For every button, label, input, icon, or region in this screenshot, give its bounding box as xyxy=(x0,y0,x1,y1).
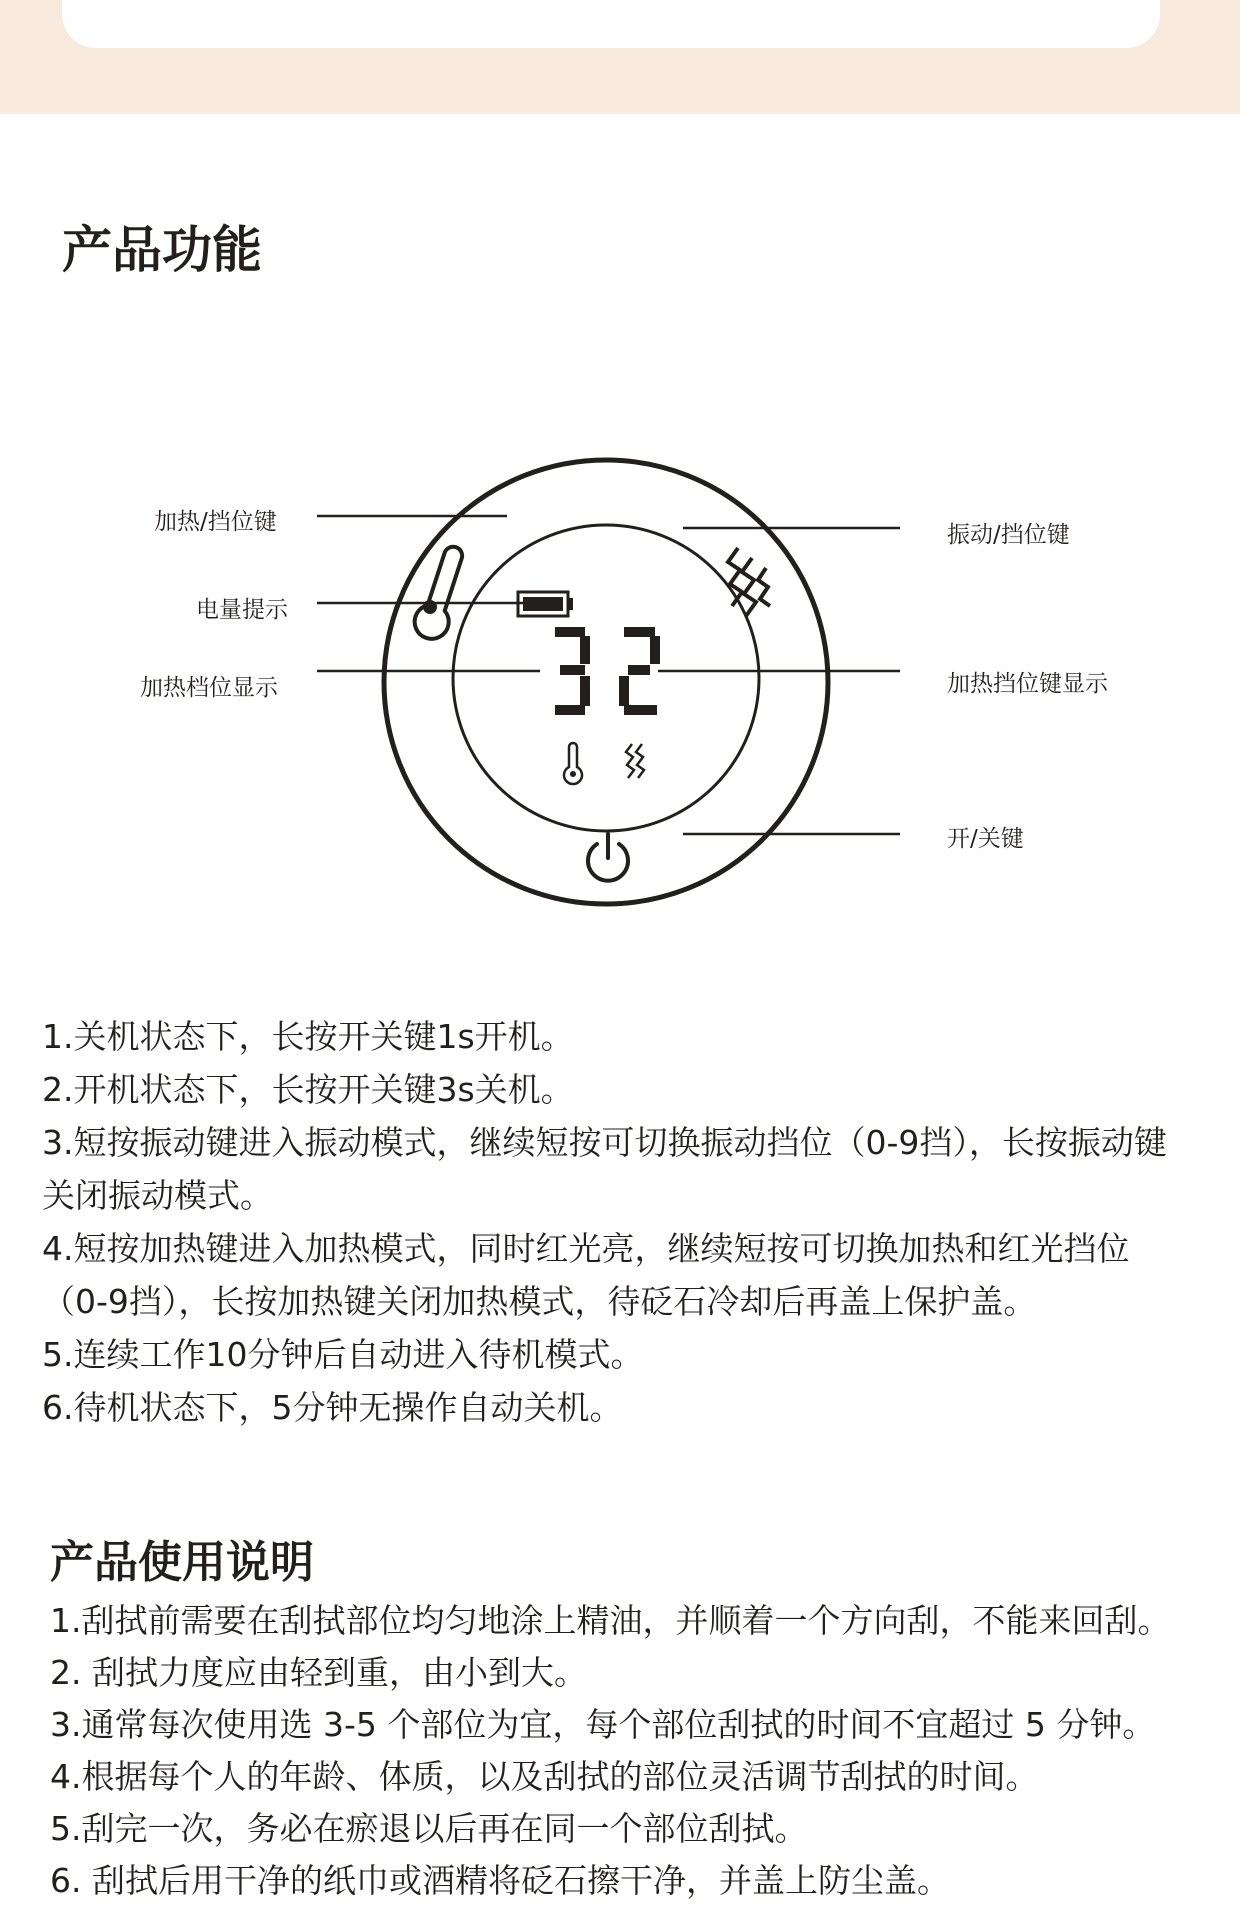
usage-item: 1.刮拭前需要在刮拭部位均匀地涂上精油，并顺着一个方向刮，不能来回刮。 xyxy=(50,1601,1171,1640)
usage-item: 4.根据每个人的年龄、体质，以及刮拭的部位灵活调节刮拭的时间。 xyxy=(50,1757,1039,1796)
features-item: 4.短按加热键进入加热模式，同时红光亮，继续短按可切换加热和红光挡位 xyxy=(42,1229,1130,1268)
small-thermometer-icon xyxy=(564,743,582,784)
leader-lines xyxy=(317,516,900,834)
power-icon xyxy=(588,834,628,881)
features-item: 关闭振动模式。 xyxy=(42,1176,273,1215)
usage-list xyxy=(50,1595,1220,1907)
usage-item: 5.刮完一次，务必在瘀退以后再在同一个部位刮拭。 xyxy=(50,1809,808,1848)
level-display-label: 加热挡位键显示 xyxy=(947,671,1108,697)
features-item: 5.连续工作10分钟后自动进入待机模式。 xyxy=(42,1335,644,1374)
battery-icon xyxy=(518,592,573,616)
vibration-key-label: 振动/挡位键 xyxy=(947,522,1070,548)
usage-title: 产品使用说明 xyxy=(50,1537,314,1588)
display-ring xyxy=(453,525,759,831)
heat-key-label: 加热/挡位键 xyxy=(154,509,277,535)
features-item: 6.待机状态下，5分钟无操作自动关机。 xyxy=(42,1388,623,1427)
display-digit-3 xyxy=(555,632,585,710)
features-item: （0-9挡），长按加热键关闭加热模式，待砭石冷却后再盖上保护盖。 xyxy=(42,1282,1037,1321)
vibration-icon xyxy=(728,548,770,616)
usage-item: 3.通常每次使用选 3-5 个部位为宜，每个部位刮拭的时间不宜超过 5 分钟。 xyxy=(50,1705,1156,1744)
features-item: 3.短按振动键进入振动模式，继续短按可切换振动挡位（0-9挡），长按振动键 xyxy=(42,1123,1167,1162)
usage-item: 2. 刮拭力度应由轻到重，由小到大。 xyxy=(50,1653,587,1692)
small-vibration-icon xyxy=(626,744,644,778)
features-item: 2.开机状态下，长按开关键3s关机。 xyxy=(42,1070,574,1109)
heat-display-label: 加热档位显示 xyxy=(140,675,278,701)
features-item: 1.关机状态下，长按开关键1s开机。 xyxy=(42,1017,574,1056)
display-digit-2 xyxy=(624,632,657,710)
top-banner xyxy=(0,0,1240,114)
device-diagram xyxy=(0,440,1240,920)
battery-label: 电量提示 xyxy=(196,597,288,623)
features-title: 产品功能 xyxy=(62,221,262,279)
power-key-label: 开/关键 xyxy=(947,826,1024,852)
top-card xyxy=(62,0,1160,48)
features-list xyxy=(42,1010,1212,1434)
usage-item: 6. 刮拭后用干净的纸巾或酒精将砭石擦干净，并盖上防尘盖。 xyxy=(50,1861,950,1900)
